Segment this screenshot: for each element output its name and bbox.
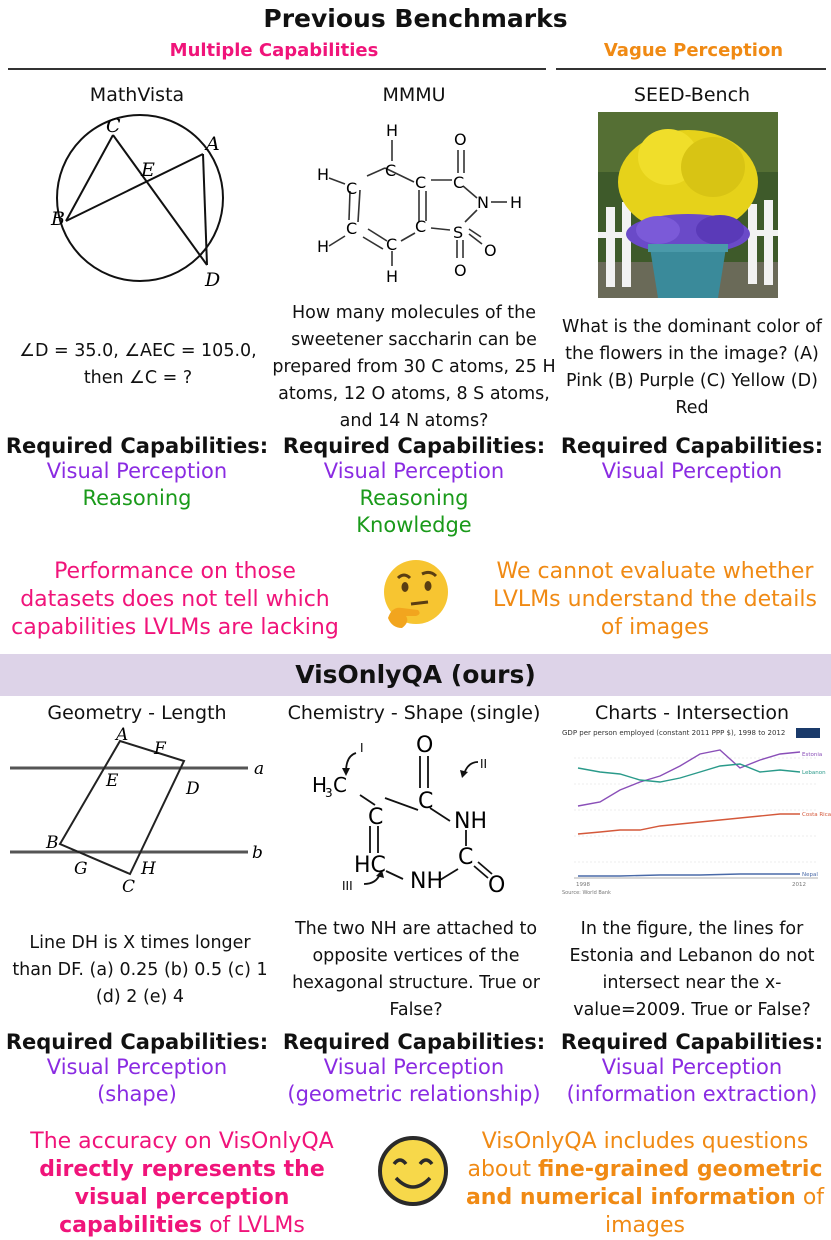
divider-right <box>556 68 826 70</box>
group-vague-perception: Vague Perception <box>603 40 784 61</box>
legend-estonia: Estonia <box>802 752 823 758</box>
atom-c-right: C <box>458 845 474 870</box>
label-b: B <box>51 208 65 230</box>
marker-ii: II <box>480 757 488 771</box>
mathvista-circle-figure <box>40 108 240 298</box>
atom-c: C <box>346 179 358 198</box>
label-f: F <box>154 739 166 759</box>
question-seed-bench: What is the dominant color of the flowers in the image? (A) Pink (B) Purple (C) Yellow (D) Red <box>562 317 822 418</box>
atom-h3c-c: C <box>333 773 347 797</box>
divider-left <box>8 68 546 70</box>
label-e: E <box>141 159 155 181</box>
label-c: C <box>122 877 136 897</box>
col-title-mathvista: MathVista <box>89 84 185 106</box>
conclusion-left-emphasis: directly represents the visual perception capabilities <box>39 1157 325 1238</box>
question-geometry: Line DH is X times longer than DF. (a) 0.25 (b) 0.5 (c) 1 (d) 2 (e) 4 <box>12 933 268 1007</box>
conclusion-left-bottom <box>2 1128 362 1240</box>
atom-o: O <box>484 241 497 260</box>
col-title-charts: Charts - Intersection <box>594 702 790 724</box>
caps-heading: Required Capabilities: <box>5 434 269 458</box>
atom-h: H <box>386 121 399 140</box>
label-line-b: b <box>252 843 263 863</box>
gdp-mini-chart <box>560 726 831 896</box>
saccharin-structure-figure <box>305 118 535 288</box>
label-a: A <box>206 133 220 155</box>
atom-o-bottom: O <box>488 873 506 898</box>
caps-mmmu <box>276 434 552 539</box>
series-estonia-line <box>578 750 800 806</box>
geometry-parallel-lines-figure <box>8 726 273 896</box>
caps-heading: Required Capabilities: <box>560 1030 824 1054</box>
atom-h: H <box>510 193 523 212</box>
atom-h: H <box>317 237 330 256</box>
atom-c: C <box>386 235 398 254</box>
chemistry-ring-figure <box>308 728 528 898</box>
label-d: D <box>186 779 200 799</box>
conclusion-left-top: Performance on those datasets does not tell which capabilities LVLMs are lacking <box>11 559 339 640</box>
atom-h: H <box>317 165 330 184</box>
cap-visual-perception: Visual Perception <box>46 1055 228 1079</box>
legend-costa-rica: Costa Rica <box>802 812 831 818</box>
cap-detail: (shape) <box>97 1082 177 1106</box>
legend-nepal: Nepal <box>802 872 818 878</box>
atom-nh-bottom: NH <box>410 869 443 894</box>
series-nepal-line <box>578 874 800 876</box>
caps-seed-bench <box>553 434 831 485</box>
atom-o: O <box>454 130 467 149</box>
question-mathvista: ∠D = 35.0, ∠AEC = 105.0, then ∠C = ? <box>19 341 257 388</box>
conclusion-right-bottom <box>462 1128 828 1240</box>
caps-mathvista <box>0 434 274 512</box>
caps-heading: Required Capabilities: <box>5 1030 269 1054</box>
col-title-seed-bench: SEED-Bench <box>633 84 751 106</box>
x-tick-last: 2012 <box>792 882 806 888</box>
atom-c: C <box>415 217 427 236</box>
caps-heading: Required Capabilities: <box>282 1030 546 1054</box>
label-e: E <box>106 771 119 791</box>
bottom-title: VisOnlyQA (ours) <box>295 660 536 689</box>
smiling-face-icon <box>376 1134 450 1208</box>
flower-pot-photo <box>598 112 778 298</box>
atom-hc: HC <box>354 853 386 878</box>
conclusion-right-emphasis: fine-grained geometric and numerical information <box>465 1157 823 1210</box>
atom-c-left: C <box>368 805 384 830</box>
cap-visual-perception: Visual Perception <box>601 459 783 483</box>
atom-h3c-h: H <box>312 773 328 797</box>
atom-nh-right: NH <box>454 809 487 834</box>
thinking-face-icon <box>378 556 454 632</box>
label-b: B <box>46 833 59 853</box>
conclusion-right-text-2: of images <box>605 1185 825 1238</box>
label-c: C <box>106 115 121 137</box>
cap-reasoning: Reasoning <box>82 486 192 510</box>
atom-h3c-sub: 3 <box>325 786 333 800</box>
chart-source: Source: World Bank <box>562 890 611 896</box>
label-line-a: a <box>254 759 265 779</box>
top-title: Previous Benchmarks <box>263 4 568 33</box>
col-title-chemistry: Chemistry - Shape (single) <box>287 702 541 724</box>
atom-s: S <box>453 223 464 242</box>
question-chemistry: The two NH are attached to opposite vertices of the hexagonal structure. True or False? <box>292 919 540 1020</box>
col-title-geometry: Geometry - Length <box>47 702 227 724</box>
cap-reasoning: Reasoning <box>359 486 469 510</box>
label-h: H <box>141 859 156 879</box>
atom-n: N <box>477 193 489 212</box>
cap-visual-perception: Visual Perception <box>323 1055 505 1079</box>
conclusion-left-text-1: The accuracy on VisOnlyQA <box>30 1129 334 1154</box>
cap-visual-perception: Visual Perception <box>46 459 228 483</box>
col-title-mmmu: MMMU <box>382 84 446 106</box>
conclusion-left-text-2: of LVLMs <box>202 1213 305 1238</box>
atom-c: C <box>415 173 427 192</box>
atom-c: C <box>385 161 397 180</box>
legend-lebanon: Lebanon <box>802 770 826 776</box>
marker-iii: III <box>342 879 353 893</box>
cap-knowledge: Knowledge <box>356 513 472 537</box>
caps-heading: Required Capabilities: <box>282 434 546 458</box>
cap-detail: (information extraction) <box>566 1082 818 1106</box>
series-costa-rica-line <box>578 814 800 834</box>
atom-c: C <box>346 219 358 238</box>
caps-geometry <box>0 1030 274 1108</box>
atom-o: O <box>454 261 467 280</box>
caps-charts <box>553 1030 831 1108</box>
label-a: A <box>116 725 129 745</box>
atom-o-top: O <box>416 733 434 758</box>
series-lebanon-line <box>578 764 800 782</box>
conclusion-right-top: We cannot evaluate whether LVLMs understand the details of images <box>493 559 817 640</box>
cap-detail: (geometric relationship) <box>287 1082 541 1106</box>
atom-c: C <box>453 173 465 192</box>
question-charts: In the figure, the lines for Estonia and Lebanon do not intersect near the x-value=2009. True or False? <box>569 919 815 1020</box>
atom-h: H <box>386 267 399 286</box>
chart-title: GDP per person employed (constant 2011 PPP $), 1998 to 2012 <box>562 729 786 737</box>
caps-heading: Required Capabilities: <box>560 434 824 458</box>
atom-c-top: C <box>418 789 434 814</box>
marker-i: I <box>360 741 364 755</box>
label-g: G <box>74 859 88 879</box>
conclusion-right-text-1: VisOnlyQA includes questions about <box>467 1129 809 1182</box>
label-d: D <box>205 269 221 291</box>
question-mmmu: How many molecules of the sweetener saccharin can be prepared from 30 C atoms, 25 H atoms, 12 O atoms, 8 S atoms, and 14 N atoms? <box>272 303 556 431</box>
caps-chemistry <box>276 1030 552 1108</box>
group-multiple-capabilities: Multiple Capabilities <box>169 40 379 61</box>
x-tick-first: 1998 <box>576 882 590 888</box>
cap-visual-perception: Visual Perception <box>601 1055 783 1079</box>
cap-visual-perception: Visual Perception <box>323 459 505 483</box>
